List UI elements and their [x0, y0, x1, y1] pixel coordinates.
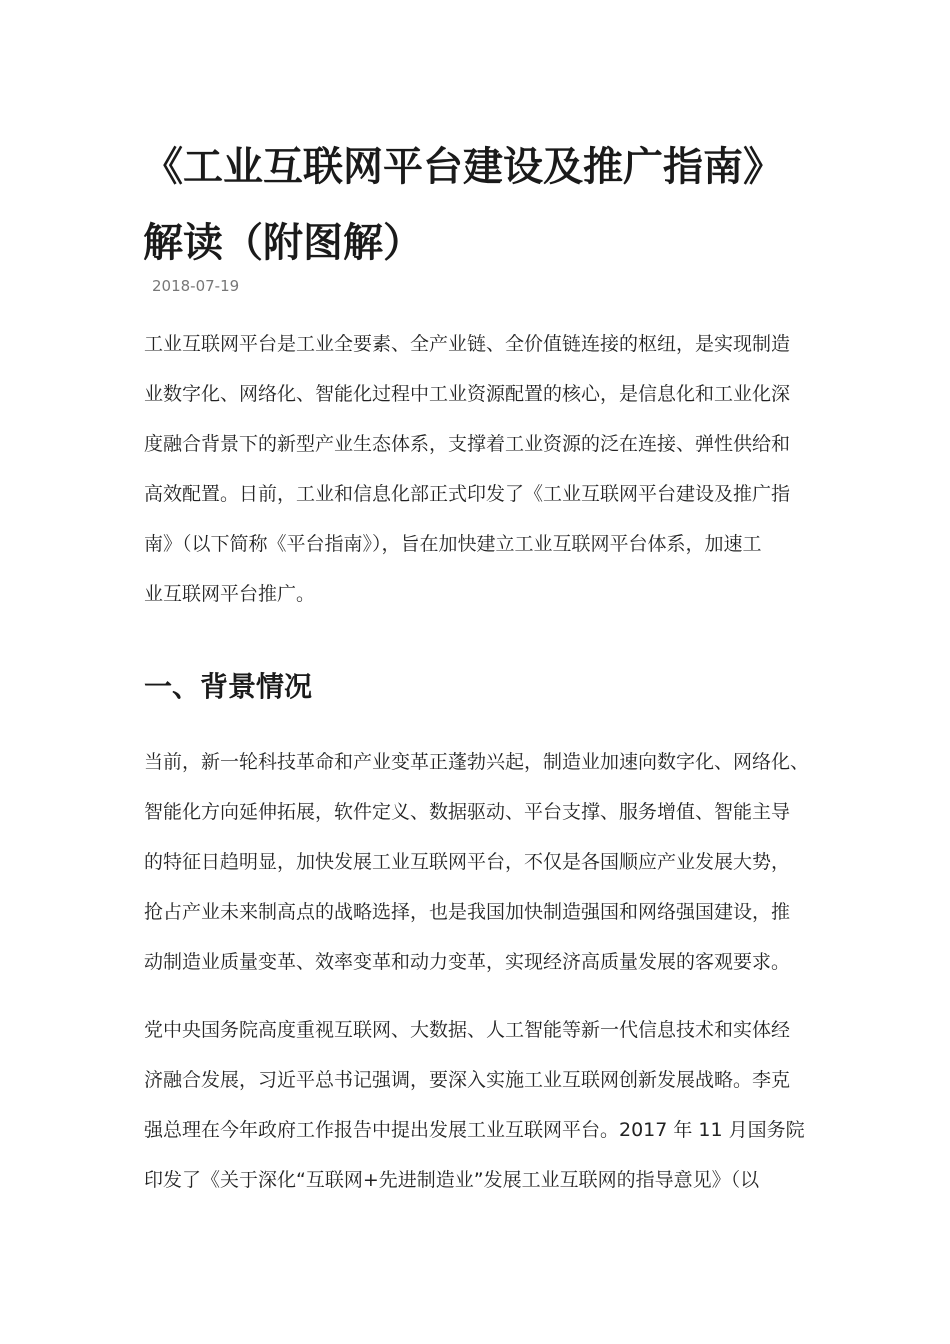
- article-title-line-2: 解读（附图解）: [143, 220, 423, 266]
- paragraph-line: 业互联网平台推广。: [144, 583, 316, 605]
- paragraph-line: 济融合发展，习近平总书记强调，要深入实施工业互联网创新发展战略。李克: [144, 1069, 791, 1091]
- paragraph-line: 业数字化、网络化、智能化过程中工业资源配置的核心，是信息化和工业化深: [144, 383, 791, 405]
- paragraph-line: 度融合背景下的新型产业生态体系，支撑着工业资源的泛在连接、弹性供给和: [144, 433, 791, 455]
- publish-date: 2018-07-19: [152, 277, 240, 295]
- paragraph-line: 当前，新一轮科技革命和产业变革正蓬勃兴起，制造业加速向数字化、网络化、: [144, 751, 810, 773]
- paragraph-line: 印发了《关于深化“互联网+先进制造业”发展工业互联网的指导意见》（以: [144, 1169, 760, 1191]
- paragraph-line: 的特征日趋明显，加快发展工业互联网平台，不仅是各国顺应产业发展大势，: [144, 851, 791, 873]
- paragraph-line: 南》（以下简称《平台指南》），旨在加快建立工业互联网平台体系，加速工: [144, 533, 762, 555]
- paragraph-line: 动制造业质量变革、效率变革和动力变革，实现经济高质量发展的客观要求。: [144, 951, 791, 973]
- article-title-line-1: 《工业互联网平台建设及推广指南》: [143, 144, 783, 190]
- paragraph-line: 抢占产业未来制高点的战略选择，也是我国加快制造强国和网络强国建设，推: [144, 901, 791, 923]
- paragraph-line: 党中央国务院高度重视互联网、大数据、人工智能等新一代信息技术和实体经: [144, 1019, 791, 1041]
- paragraph-line: 工业互联网平台是工业全要素、全产业链、全价值链连接的枢纽，是实现制造: [144, 333, 791, 355]
- paragraph-line: 高效配置。日前，工业和信息化部正式印发了《工业互联网平台建设及推广指: [144, 483, 791, 505]
- paragraph-line: 强总理在今年政府工作报告中提出发展工业互联网平台。2017 年 11 月国务院: [144, 1119, 805, 1141]
- paragraph-line: 智能化方向延伸拓展，软件定义、数据驱动、平台支撑、服务增值、智能主导: [144, 801, 791, 823]
- section-heading: 一、背景情况: [144, 670, 313, 703]
